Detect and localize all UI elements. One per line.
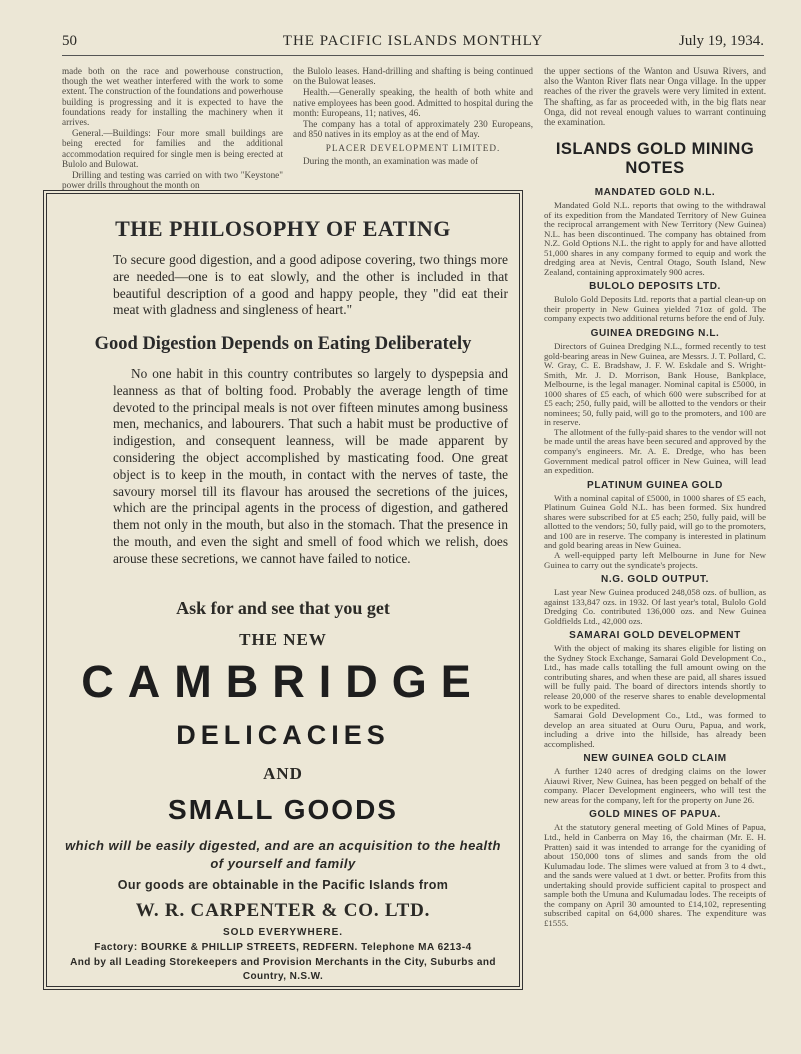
ad-delicacies: DELICACIES <box>176 720 390 750</box>
paragraph: During the month, an examination was made of <box>303 155 479 166</box>
note-paragraph: At the statutory general meeting of Gold Mines of Papua, Ltd., held in Canberra on May 16, the chairman (Mr. E. H. Pratten) said it was intended to arrange for the cyaniding of about 150,000 tons of slimes and sands from the old Kulumadau lode. The slimes were valued at from 3 to 4 dwt., and the sands were valued at 1 dwt. or better. Profits from this undertaking should provide sufficient capital to prospect and sample both the Umuna and Kulumadau lodes. The receipts of the company on April 30 amounted to £14,102, representing subscribed capital on 64,000 shares. The expenditure was £1555. <box>544 822 766 928</box>
paragraph: Drilling and testing was carried on with two "Keystone" power drills throughout the month on <box>62 170 283 191</box>
note-heading: PLATINUM GUINEA GOLD <box>587 479 723 491</box>
note-paragraph: With the object of making its shares eligible for listing on the Sydney Stock Exchange, Samarai Gold Development Co., Ltd., has made calls totalling the full amount owing on the contributing shares, and when these are paid, all shares issued will be fully paid. The board of directors intends shortly to release 20,000 of the reserve shares to enable developmental work to be expedited. <box>544 643 766 711</box>
paragraph: made both on the race and powerhouse construction, though the wet weather interfered with the work to some extent. The construction of the foundations and powerhouse building is progressing and it is expected to have the foundations ready for installing the machinery when it arrives. <box>62 66 283 128</box>
ad-ask: Ask for and see that you get <box>176 598 390 618</box>
ad-obtainable: Our goods are obtainable in the Pacific Islands from <box>117 878 449 892</box>
page-header <box>62 33 764 53</box>
gold-mining-notes <box>544 183 766 928</box>
paragraph: the upper sections of the Wanton and Usuwa Rivers, and also the Wanton River flats near Onga village. In the upper reaches of the river the gravels were very limited in extent. The shafting, as far as proceeded with, in the big flats near Onga, did not reveal enough values to warrant continuing the examination. <box>544 66 766 128</box>
note-heading: GUINEA DREDGING N.L. <box>590 328 720 340</box>
header-rule <box>62 55 764 56</box>
ad-the-new: THE NEW <box>239 630 327 649</box>
column-3 <box>544 66 766 128</box>
ad-brand: CAMBRIDGE <box>81 656 485 707</box>
ad-tagline: which will be easily digested, and are an acquisition to the health of yourself and family <box>65 838 501 871</box>
publication-title: THE PACIFIC ISLANDS MONTHLY <box>282 33 544 49</box>
note-paragraph: Directors of Guinea Dredging N.L., formed recently to test gold-bearing areas in New Guinea, are Messrs. J. T. Pollard, C. W. Gray, C. E. Bradshaw, J. F. W. Eskdale and S. Wright-Smith, Mr. J. D. Morrison, Bank House, Bankplace, Melbourne, is the legal manager. Nominal capital is £5000, in 1000 shares of £5 each, of which 600 were subscribed for at £5 each; 250, fully paid, will be allotted to the vendors or their nominees; 50, fully paid, will go to the promoters, and 100 are in reserve. <box>544 341 766 428</box>
section-subheading: PLACER DEVELOPMENT LIMITED. <box>325 143 501 154</box>
ad-subtitle: Good Digestion Depends on Eating Deliberately <box>94 334 472 354</box>
advertisement <box>43 190 523 990</box>
ad-and-by: And by all Leading Storekeepers and Provision Merchants in the City, Suburbs and Country, N.S.W. <box>70 957 496 982</box>
note-heading: N.G. GOLD OUTPUT. <box>601 574 709 586</box>
ad-sold: SOLD EVERYWHERE. <box>222 927 344 938</box>
ad-intro: To secure good digestion, and a good adipose covering, two things more are needed—one is to eat slowly, and the other is included in that beautiful description of a good and happy people, they "did eat their meat with gladness and singleness of heart." <box>113 252 508 318</box>
notes-title: ISLANDS GOLD MINING NOTES <box>555 140 755 177</box>
ad-inner-border <box>46 193 520 987</box>
paragraph: The company has a total of approximately 230 Europeans, and 850 natives in its employ as at the end of May. <box>293 119 533 140</box>
ad-and: AND <box>263 764 303 783</box>
note-heading: NEW GUINEA GOLD CLAIM <box>583 753 727 765</box>
page-number: 50 <box>62 33 77 49</box>
note-paragraph: With a nominal capital of £5000, in 1000 shares of £5 each, Platinum Guinea Gold N.L. has been formed. Six hundred shares were subscribed for at £5 each; 250, fully paid, will be allotted to the vendors; 50, fully paid, will go to the promoters, and 100 are in reserve. The company is interested in platinum and gold bearing areas in New Guinea. <box>544 492 766 551</box>
issue-date: July 19, 1934. <box>678 33 764 49</box>
note-heading: SAMARAI GOLD DEVELOPMENT <box>569 630 741 642</box>
ad-body: No one habit in this country contributes so largely to dyspepsia and leanness as that of bolting food. Probably the average length of time devoted to the principal meals is not over fifteen minutes among business men, mechanics, and labourers. That such a habit must be productive of indigestion, and consequent leanness, will be made apparent by considering the object accomplished by masticating food. One great object is to keep in the mouth, in contact with the nerves of taste, the savoury morsel till its flavour has aroused the secretions of the juices, which are the principal agents in the process of digestion, and gathered them not only in the mouth, but also in the stomach. That the presence in the mouth, and even the sight and smell of food which we relish, does arouse these secretions, we cannot have failed to notice. <box>113 366 508 566</box>
note-heading: GOLD MINES OF PAPUA. <box>589 809 721 821</box>
note-paragraph: The allotment of the fully-paid shares to the vendor will not be made until the areas have been secured and approved by the company's engineers. Mr. A. E. Dredge, who has been Government medical patrol officer in New Guinea, will lead an expedition. <box>544 426 766 476</box>
paragraph: the Bulolo leases. Hand-drilling and shafting is being continued on the Bulowat leases. <box>293 66 533 87</box>
note-heading: MANDATED GOLD N.L. <box>594 187 716 198</box>
note-paragraph: Mandated Gold N.L. reports that owing to the withdrawal of its expedition from the Mandated Territory of New Guinea the reciprocal arrangement with New Territory (New Guinea) N.L. has been discontinued. The company has obtained from N.Z. Gold Options N.L. the right to apply for and have allotted 51,000 shares in any company formed to equip and work the dredging area at Nevis, Central Otago, South Island, New Zealand, containing approximately 900 acres. <box>544 200 766 277</box>
column-2 <box>293 66 533 167</box>
note-heading: BULOLO DEPOSITS LTD. <box>589 281 721 293</box>
note-paragraph: A well-equipped party left Melbourne in June for New Guinea to carry out the syndicate's projects. <box>544 549 766 570</box>
note-paragraph: Last year New Guinea produced 248,058 ozs. of bullion, as against 133,847 ozs. in 1932. Of last year's total, Bulolo Gold Dredging Co. contributed 136,000 ozs. and New Guinea Goldfields Ltd., 42,000 ozs. <box>544 587 766 626</box>
column-1 <box>62 66 283 191</box>
ad-small-goods: SMALL GOODS <box>168 794 398 825</box>
note-paragraph: Bulolo Gold Deposits Ltd. reports that a partial clean-up on their property in New Guinea yielded 71oz of gold. The company expects two additional returns before the end of July. <box>544 294 766 324</box>
ad-factory: Factory: BOURKE & PHILLIP STREETS, REDFERN. Telephone MA 6213-4 <box>94 942 472 953</box>
paragraph: Health.—Generally speaking, the health of both white and native employees has been good. Admitted to hospital during the month: Europeans, 11; natives, 46. <box>293 87 533 118</box>
note-paragraph: A further 1240 acres of dredging claims on the lower Aiauwi River, New Guinea, has been pegged on behalf of the company. Placer Development engineers, who will test the new areas for the company, left for the property on June 26. <box>544 766 766 805</box>
paragraph: General.—Buildings: Four more small buildings are being erected for families and the additional accommodation required for single men is being erected at Bulolo and Bulowat. <box>62 128 283 169</box>
note-paragraph: Samarai Gold Development Co., Ltd., was formed to develop an area situated at Ouru Ouru, Papua, and work, including a drive into the hillside, has already been accomplished. <box>544 710 766 749</box>
ad-title: THE PHILOSOPHY OF EATING <box>115 216 451 241</box>
ad-company: W. R. CARPENTER & CO. LTD. <box>135 900 431 921</box>
